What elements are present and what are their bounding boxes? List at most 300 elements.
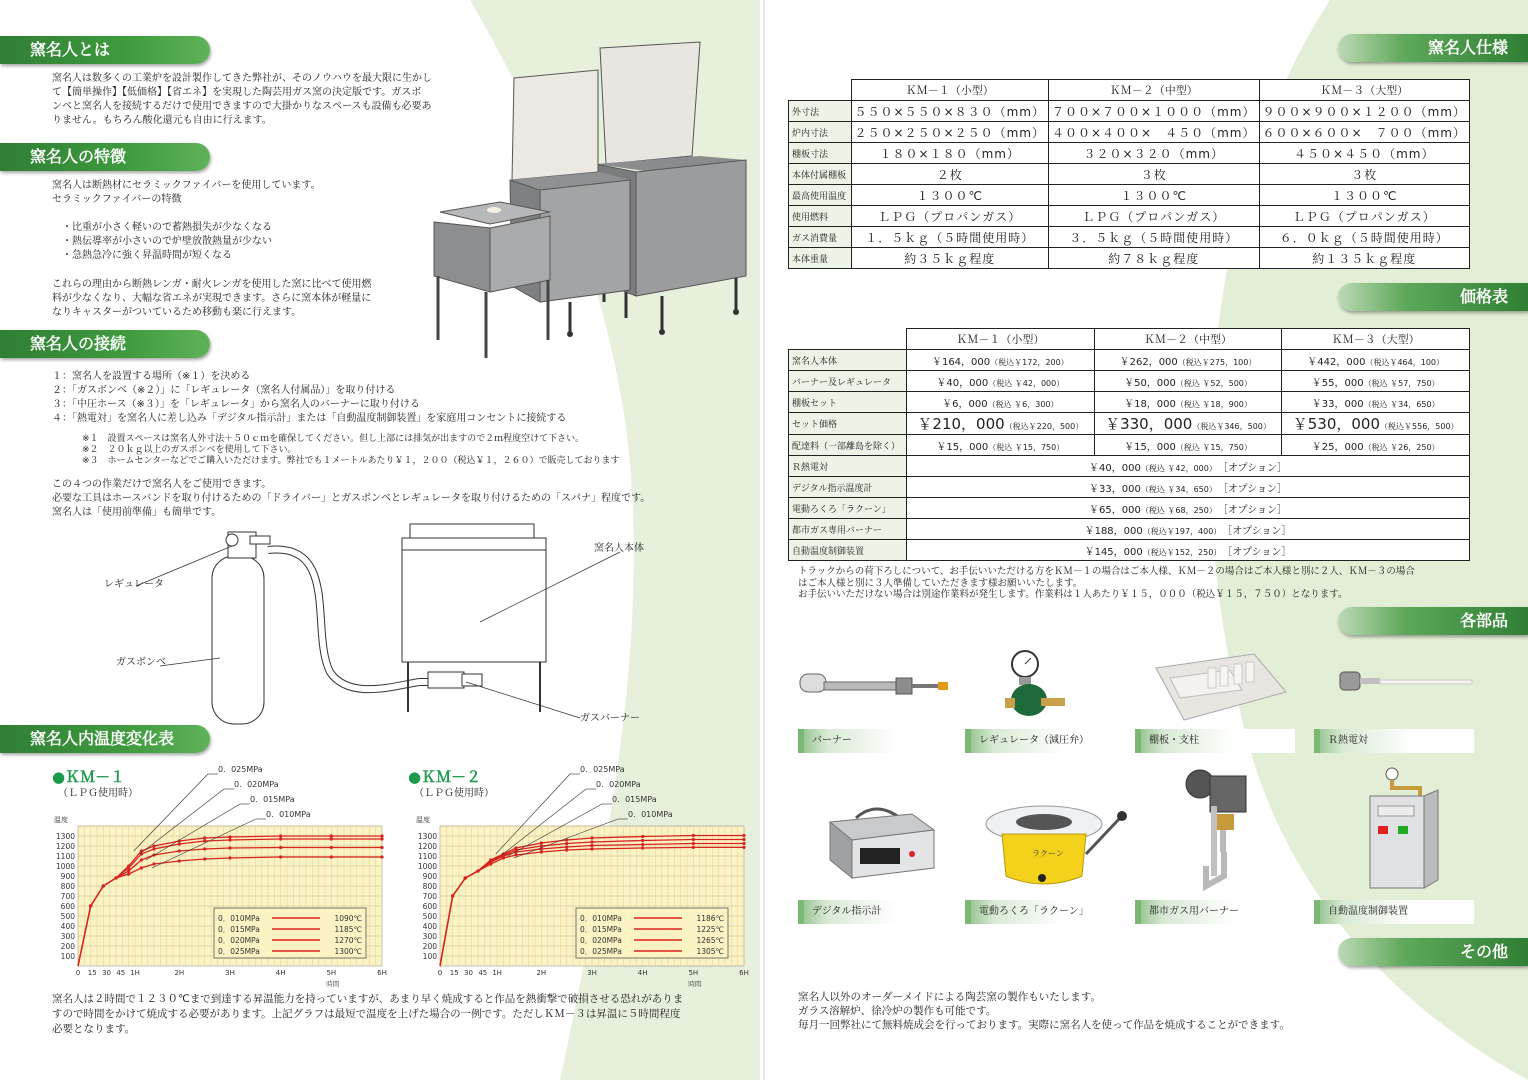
series-point	[742, 834, 745, 837]
spec-cell: ＬＰＧ（プロパンガス）	[1049, 206, 1260, 227]
raccoon-logo: ラクーン	[1032, 849, 1064, 858]
series-point	[540, 850, 543, 853]
series-point	[203, 847, 206, 850]
price-cell	[907, 392, 1095, 413]
price-cell	[1282, 435, 1470, 456]
price-row-label: セット価格	[789, 413, 907, 435]
callout-label: 0．015MPa	[612, 795, 657, 804]
city-gas-burner-photo	[1180, 766, 1260, 896]
price-cell	[1094, 350, 1282, 371]
part-label-regulator: レギュレータ（減圧弁）	[965, 729, 1125, 753]
series-point	[641, 835, 644, 838]
y-tick-label: 1300	[417, 832, 437, 841]
price-tax: （税込￥464，100）	[1365, 357, 1445, 367]
option-tag: ［オプション］	[1217, 546, 1292, 558]
price-tax: （税込 ￥34，650）	[1363, 399, 1440, 409]
option-tax: （税込 ￥68，250）	[1140, 505, 1213, 515]
callout-label: 0．010MPa	[628, 810, 673, 819]
option-label: デジタル指示温度計	[789, 477, 907, 498]
spec-row-label: ガス消費量	[789, 227, 852, 248]
series-point	[203, 836, 206, 839]
spec-row-label: 炉内寸法	[789, 122, 852, 143]
price-row	[789, 435, 1470, 456]
option-tax: （税込 ￥42，000）	[1140, 463, 1213, 473]
series-point	[152, 847, 155, 850]
price-cell	[907, 413, 1095, 435]
part-label-thermocouple: Ｒ熱電対	[1314, 729, 1474, 753]
spec-row-label: 棚板寸法	[789, 143, 852, 164]
option-tax: （税込 ￥34，650）	[1140, 484, 1213, 494]
chart-km2	[412, 760, 757, 990]
spec-row	[789, 206, 1470, 227]
x-tick-label: 2H	[174, 969, 185, 977]
spec-cell: 約３５ｋｇ程度	[851, 248, 1049, 269]
legend-final-value: 1300℃	[334, 947, 362, 956]
thermocouple-photo	[1336, 664, 1476, 704]
spec-cell: ＬＰＧ（プロパンガス）	[1259, 206, 1470, 227]
section-title-price: 価格表	[1338, 283, 1528, 311]
spec-cell: 約１３５ｋｇ程度	[1259, 248, 1470, 269]
series-point	[279, 837, 282, 840]
callout-label: 0．020MPa	[596, 780, 641, 789]
features-bullet-3: ・急熱急冷に強く昇温時間が短くなる	[62, 250, 232, 261]
price-cell	[1094, 371, 1282, 392]
part-label-shelf: 棚板・支柱	[1135, 729, 1295, 753]
legend-final-value: 1305℃	[696, 947, 724, 956]
price-col-km3: ＫＭ－３（大型）	[1282, 329, 1470, 350]
y-tick-label: 800	[60, 882, 75, 891]
section-title-features: 窯名人の特徴	[0, 143, 210, 171]
part-label-pottery-wheel: 電動ろくろ「ラクーン」	[965, 900, 1125, 924]
price-col-km1: ＫＭ－１（小型）	[907, 329, 1095, 350]
legend-final-value: 1270℃	[334, 936, 362, 945]
option-price: ￥33，000	[1089, 483, 1141, 495]
y-tick-label: 1100	[417, 852, 437, 861]
shelf-photo	[1150, 650, 1290, 725]
spec-cell: ９００×９００×１２００（mm）	[1259, 101, 1470, 122]
y-tick-label: 500	[60, 912, 75, 921]
series-point	[380, 846, 383, 849]
option-tax: （税込￥152，250）	[1142, 547, 1218, 557]
spec-row	[789, 143, 1470, 164]
spec-cell: ６００×６００× ７００（mm）	[1259, 122, 1470, 143]
connection-note-3: ※３ ホームセンターなどでご購入いただけます。弊社でも１メートルあたり￥１，２００（税込￥１，２６０）で販売しております	[82, 456, 620, 466]
price-row-label: 窯名人本体	[789, 350, 907, 371]
features-bullet-2: ・熱伝導率が小さいので炉壁放散熱量が少ない	[62, 236, 272, 247]
series-point	[489, 858, 492, 861]
price-row-label: 棚板セット	[789, 392, 907, 413]
connection-step-1: １：窯名人を設置する場所（※１）を決める	[52, 371, 251, 382]
y-tick-label: 1000	[55, 862, 75, 871]
option-row	[789, 519, 1470, 540]
part-label-digital-meter: デジタル指示計	[798, 900, 958, 924]
y-tick-label: 700	[60, 892, 75, 901]
connection-step-3: ３：「中圧ホース（※３）」を「レギュレータ」から窯名人のバーナーに取り付ける	[52, 399, 420, 410]
other-body: 窯名人以外のオーダーメイドによる陶芸窯の製作もいたします。 ガラス溶解炉、徐冷炉の製作も可能です。 毎月一回弊社にて無料焼成会を行っております。実際に窯名人を使って作品を焼成することができます。	[798, 991, 1290, 1031]
section-title-parts: 各部品	[1338, 607, 1528, 635]
option-tag: ［オプション］	[1212, 462, 1287, 474]
series-point	[127, 864, 130, 867]
series-point	[89, 904, 92, 907]
callout-label: 0．020MPa	[234, 780, 279, 789]
pottery-wheel-photo	[984, 800, 1134, 892]
y-tick-label: 900	[60, 872, 75, 881]
series-point	[228, 835, 231, 838]
spec-row-label: 本体付属棚板	[789, 164, 852, 185]
price-value: ￥164，000	[931, 356, 991, 368]
option-row	[789, 540, 1470, 561]
option-price: ￥145，000	[1084, 546, 1143, 558]
series-point	[380, 837, 383, 840]
price-cell	[1282, 392, 1470, 413]
series-point	[330, 846, 333, 849]
callout-label: 0．025MPa	[218, 765, 263, 774]
legend-label: 0．010MPa	[218, 914, 260, 923]
option-price-cell	[907, 498, 1470, 519]
spec-col-km3: ＫＭ－３（大型）	[1259, 80, 1470, 101]
x-tick-label: 15	[87, 969, 97, 977]
y-tick-label: 800	[422, 882, 437, 891]
series-point	[692, 838, 695, 841]
x-tick-label: 1H	[492, 969, 502, 977]
price-tax: （税込 ￥26，250）	[1363, 442, 1440, 452]
section-title-spec: 窯名人仕様	[1338, 34, 1528, 62]
price-cell	[1094, 392, 1282, 413]
option-tax: （税込￥197，400）	[1142, 526, 1218, 536]
spec-row	[789, 185, 1470, 206]
spec-col-km2: ＫＭ－２（中型）	[1049, 80, 1260, 101]
series-point	[127, 869, 130, 872]
price-tax: （税込￥172，200）	[990, 357, 1069, 367]
x-tick-label: 2H	[536, 969, 547, 977]
y-tick-label: 400	[60, 922, 75, 931]
x-tick-label: 45	[478, 969, 488, 977]
connection-step-2: ２：「ガスボンベ（※２）」に「レギュレータ（窯名人付属品）」を取り付ける	[52, 385, 396, 396]
price-tax: （税込 ￥52，500）	[1175, 378, 1252, 388]
series-point	[228, 838, 231, 841]
series-point	[514, 846, 517, 849]
price-tax: （税込￥346，500）	[1192, 422, 1271, 431]
option-tag: ［オプション］	[1217, 525, 1292, 537]
diagram-label-body: 窯名人本体	[594, 543, 644, 554]
price-tax: （税込 ￥15，750）	[988, 442, 1065, 452]
x-tick-label: 4H	[275, 969, 286, 977]
price-tax: （税込 ￥18，900）	[1175, 399, 1252, 409]
kiln-photo	[430, 40, 760, 360]
part-label-temperature-controller: 自動温度制御装置	[1314, 900, 1474, 924]
series-point	[279, 855, 282, 858]
option-row	[789, 477, 1470, 498]
option-price: ￥188，000	[1084, 525, 1143, 537]
temperature-footer: 窯名人は２時間で１２３０℃まで到達する昇温能力を持っていますが、あまり早く焼成すると作品を熱衝撃で破損させる恐れがありま すので時間をかけて焼成する必要があります。上記グラフは最短で温度を上げた場合の一例です。ただしＫＭ－３は昇温に５時間程度 必要となります。	[52, 993, 684, 1035]
price-cell	[1094, 413, 1282, 435]
price-cell	[1282, 371, 1470, 392]
x-tick-label: 0	[75, 969, 81, 977]
price-tax: （税込 ￥15，750）	[1175, 442, 1252, 452]
chart2-subtitle: （ＬＰＧ使用時）	[414, 788, 494, 799]
x-tick-label: 3H	[587, 969, 597, 977]
chart1-subtitle: （ＬＰＧ使用時）	[58, 788, 138, 799]
legend-label: 0．025MPa	[218, 947, 260, 956]
price-row-label: 配達料（一部離島を除く）	[789, 435, 907, 456]
option-price-cell	[907, 477, 1470, 498]
diagram-label-burner: ガスバーナー	[580, 713, 640, 724]
series-point	[178, 842, 181, 845]
series-point	[590, 847, 593, 850]
spec-row	[789, 122, 1470, 143]
option-price: ￥65，000	[1089, 504, 1141, 516]
y-tick-label: 200	[422, 942, 437, 951]
price-row	[789, 350, 1470, 371]
series-point	[565, 848, 568, 851]
price-value: ￥210，000	[917, 415, 1005, 433]
spec-cell: 約７８ｋｇ程度	[1049, 248, 1260, 269]
spec-col-km1: ＫＭ－１（小型）	[851, 80, 1049, 101]
x-tick-label: 5H	[326, 969, 337, 977]
series-point	[514, 853, 517, 856]
callout-label: 0．025MPa	[580, 765, 625, 774]
price-value: ￥55，000	[1311, 377, 1364, 389]
price-tax: （税込 ￥57，750）	[1363, 378, 1440, 388]
spec-cell: ４００×４００× ４５０（mm）	[1049, 122, 1260, 143]
spec-cell: １．５ｋｇ（５時間使用時）	[851, 227, 1049, 248]
price-row	[789, 413, 1470, 435]
series-point	[451, 894, 454, 897]
series-point	[692, 834, 695, 837]
price-value: ￥530，000	[1292, 415, 1381, 433]
price-row	[789, 392, 1470, 413]
series-point	[641, 839, 644, 842]
spec-cell: ３２０×３２０（mm）	[1049, 143, 1260, 164]
x-tick-label: 3H	[225, 969, 235, 977]
option-row	[789, 498, 1470, 519]
spec-row-label: 最高使用温度	[789, 185, 852, 206]
price-value: ￥15，000	[936, 441, 989, 453]
price-tax: （税込 ￥6，300）	[987, 399, 1059, 409]
y-tick-label: 1300	[55, 832, 75, 841]
y-tick-label: 1000	[417, 862, 437, 871]
series-point	[565, 842, 568, 845]
callout-label: 0．010MPa	[266, 810, 311, 819]
diagram-label-cylinder: ガスボンベ	[116, 657, 166, 668]
y-tick-label: 200	[60, 942, 75, 951]
price-tax: （税込￥275，100）	[1177, 357, 1257, 367]
price-table	[788, 328, 1470, 561]
y-tick-label: 100	[60, 952, 75, 961]
price-cell	[1094, 435, 1282, 456]
section-title-other: その他	[1338, 938, 1528, 966]
series-point	[152, 844, 155, 847]
x-tick-label: 1H	[130, 969, 140, 977]
series-point	[742, 842, 745, 845]
price-value: ￥330，000	[1105, 415, 1193, 433]
spec-row	[789, 164, 1470, 185]
price-value: ￥50，000	[1124, 377, 1176, 389]
y-tick-label: 1200	[55, 842, 75, 851]
series-point	[641, 846, 644, 849]
diagram-label-regulator: レギュレータ	[104, 579, 164, 590]
x-axis-label: 時間	[688, 980, 702, 988]
legend-label: 0．015MPa	[580, 925, 622, 934]
series-point	[330, 837, 333, 840]
series-point	[114, 876, 117, 879]
price-value: ￥262，000	[1119, 356, 1178, 368]
price-value: ￥6，000	[942, 398, 988, 410]
price-value: ￥33，000	[1311, 398, 1364, 410]
series-point	[590, 836, 593, 839]
spec-header-row	[789, 80, 1470, 101]
section-title-temperature: 窯名人内温度変化表	[0, 725, 210, 753]
series-point	[140, 858, 143, 861]
price-value: ￥15，000	[1124, 441, 1176, 453]
x-tick-label: 30	[102, 969, 111, 977]
option-row	[789, 456, 1470, 477]
option-label: 都市ガス専用バーナー	[789, 519, 907, 540]
x-tick-label: 5H	[688, 969, 699, 977]
spec-corner	[789, 80, 852, 101]
y-tick-label: 300	[422, 932, 437, 941]
y-tick-label: 900	[422, 872, 437, 881]
legend-label: 0．020MPa	[218, 936, 260, 945]
option-label: 自動温度制御装置	[789, 540, 907, 561]
option-price-cell	[907, 456, 1470, 477]
connection-note-1: ※１ 設置スペースは窯名人外寸法＋５０ｃｍを確保してください。但し上部には排気が出ますので２ｍ程度空けて下さい。	[82, 434, 585, 444]
series-point	[330, 834, 333, 837]
spec-cell: １３００℃	[1259, 185, 1470, 206]
option-label: 電動ろくろ「ラクーン」	[789, 498, 907, 519]
x-axis-label: 時間	[326, 980, 340, 988]
series-point	[330, 855, 333, 858]
x-tick-label: 30	[464, 969, 473, 977]
series-point	[279, 846, 282, 849]
series-point	[380, 855, 383, 858]
option-label: Ｒ熱電対	[789, 456, 907, 477]
y-tick-label: 500	[422, 912, 437, 921]
option-tag: ［オプション］	[1212, 504, 1287, 516]
series-point	[692, 846, 695, 849]
price-value: ￥25，000	[1311, 441, 1364, 453]
connection-step-4: ４：「熱電対」を窯名人に差し込み「デジタル指示計」または「自動温度制御装置」を家庭用コンセントに接続する	[52, 413, 567, 424]
spec-cell: ＬＰＧ（プロパンガス）	[851, 206, 1049, 227]
y-tick-label: 100	[422, 952, 437, 961]
x-tick-label: 6H	[377, 969, 387, 977]
y-tick-label: 300	[60, 932, 75, 941]
y-tick-label: 1100	[55, 852, 75, 861]
features-bullet-1: ・比重が小さく軽いので蓄熱損失が少なくなる	[62, 222, 272, 233]
price-tax: （税込 ￥42，000）	[988, 378, 1065, 388]
legend-label: 0．015MPa	[218, 925, 260, 934]
price-value: ￥18，000	[1124, 398, 1176, 410]
connection-closing: この４つの作業だけで窯名人をご使用できます。 必要な工具はホースバンドを取り付けるための「ドライバー」とガスボンベとレギュレータを取り付けるための「スパナ」程度です。 窯名人は「使用前準備」も簡単です。	[52, 479, 651, 518]
price-note: トラックからの荷下ろしについて、お手伝いいただける方をＫＭ－１の場合はご本人様、ＫＭ－２の場合はご本人様と別に２人、ＫＭ－３の場合 はご本人様と別に３人準備していただきます様お願いいたします。 お手伝いいただけない場合は別途作業料が発生します。作業料は１人あたり￥１５，０００（税込￥１５，７５０）となります。	[798, 566, 1415, 600]
spec-row-label: 使用燃料	[789, 206, 852, 227]
series-point	[476, 869, 479, 872]
price-value: ￥40，000	[936, 377, 989, 389]
legend-final-value: 1185℃	[334, 925, 362, 934]
series-point	[380, 834, 383, 837]
series-point	[464, 876, 467, 879]
legend-label: 0．025MPa	[580, 947, 622, 956]
spec-cell: ６．０ｋｇ（５時間使用時）	[1259, 227, 1470, 248]
burner-photo	[798, 660, 958, 720]
price-col-km2: ＫＭ－２（中型）	[1094, 329, 1282, 350]
spec-cell: ２枚	[851, 164, 1049, 185]
series-point	[641, 843, 644, 846]
price-row	[789, 371, 1470, 392]
series-point	[279, 834, 282, 837]
series-point	[127, 872, 130, 875]
features-intro: 窯名人は断熱材にセラミックファイバーを使用しています。 セラミックファイバーの特徴	[52, 180, 321, 205]
series-point	[742, 846, 745, 849]
series-point	[140, 866, 143, 869]
y-axis-label: 温度	[416, 816, 430, 824]
series-point	[178, 849, 181, 852]
part-label-burner: バーナー	[798, 729, 958, 753]
legend-final-value: 1090℃	[334, 914, 362, 923]
series-point	[102, 884, 105, 887]
spec-row	[789, 227, 1470, 248]
spec-cell: １８０×１８０（mm）	[851, 143, 1049, 164]
series-point	[203, 839, 206, 842]
part-label-city-gas-burner: 都市ガス用バーナー	[1135, 900, 1295, 924]
series-point	[590, 840, 593, 843]
spec-row	[789, 101, 1470, 122]
series-point	[742, 838, 745, 841]
price-cell	[907, 435, 1095, 456]
option-price: ￥40，000	[1089, 462, 1141, 474]
legend-final-value: 1186℃	[696, 914, 724, 923]
option-tag: ［オプション］	[1212, 483, 1287, 495]
connection-note-2: ※２ ２０ｋｇ以上のガスボンベを使用して下さい。	[82, 445, 297, 455]
option-price-cell	[907, 540, 1470, 561]
option-price-cell	[907, 519, 1470, 540]
chart2-title: ●ＫＭ－２	[408, 768, 482, 786]
x-tick-label: 6H	[739, 969, 749, 977]
about-body: 窯名人は数多くの工業炉を設計製作してきた弊社が、そのノウハウを最大限に生かし て【簡単操作】【低価格】【省エネ】を実現した陶芸用ガス窯の決定版です。ガスボ ンベと窯名人を接続するだけで使用できますので大掛かりなスペースも設備も必要あ りません。もちろん酸化還元も自由に行えます。	[52, 73, 432, 126]
price-corner	[789, 329, 907, 350]
section-title-connection: 窯名人の接続	[0, 330, 210, 358]
series-point	[178, 859, 181, 862]
spec-cell: ５５０×５５０×８３０（mm）	[851, 101, 1049, 122]
y-tick-label: 1200	[417, 842, 437, 851]
series-point	[228, 856, 231, 859]
legend-final-value: 1225℃	[696, 925, 724, 934]
spec-cell: ３枚	[1259, 164, 1470, 185]
series-point	[540, 841, 543, 844]
series-point	[203, 857, 206, 860]
spec-row-label: 外寸法	[789, 101, 852, 122]
price-cell	[907, 371, 1095, 392]
spec-cell: １３００℃	[1049, 185, 1260, 206]
regulator-photo	[985, 648, 1075, 728]
x-tick-label: 0	[437, 969, 443, 977]
price-value: ￥442，000	[1307, 356, 1366, 368]
y-axis-label: 温度	[54, 816, 68, 824]
series-point	[565, 845, 568, 848]
spec-cell: ４５０×４５０（mm）	[1259, 143, 1470, 164]
section-title-about: 窯名人とは	[0, 36, 210, 64]
x-tick-label: 4H	[637, 969, 648, 977]
spec-cell: ３枚	[1049, 164, 1260, 185]
chart-km1	[50, 760, 395, 990]
price-tax: （税込￥556，500）	[1380, 422, 1459, 431]
spec-cell: ７００×７００×１０００（mm）	[1049, 101, 1260, 122]
spec-table	[788, 79, 1470, 269]
legend-label: 0．020MPa	[580, 936, 622, 945]
series-point	[692, 842, 695, 845]
x-tick-label: 15	[449, 969, 459, 977]
series-point	[228, 846, 231, 849]
